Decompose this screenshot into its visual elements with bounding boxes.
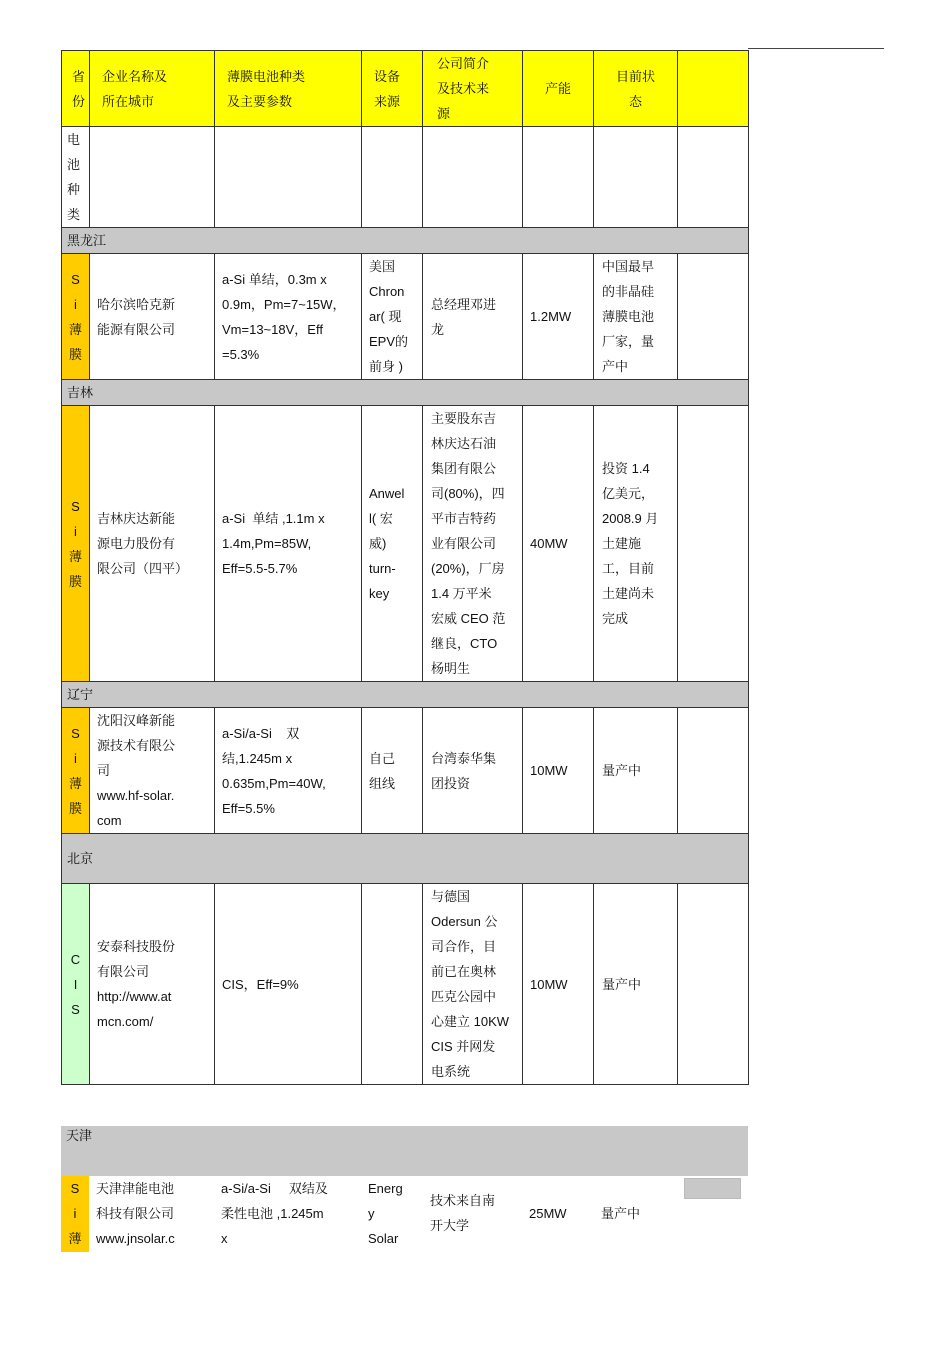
text-line: a-Si/a-Si 双 — [222, 725, 300, 741]
text-line: 厂家，量 — [602, 334, 655, 349]
text-line: 公司简介 — [437, 56, 490, 71]
text-line: 产中 — [602, 359, 629, 374]
text-line: 电 — [67, 132, 81, 147]
province-label: 北京 — [62, 834, 749, 884]
text-line: 中国最早 — [602, 259, 655, 274]
text-line: S — [70, 1181, 80, 1196]
text-line: 量产中 — [601, 1206, 641, 1221]
text-line: 司(80%)，四 — [431, 486, 505, 501]
text-line: 匹克公园中 — [431, 989, 497, 1004]
text-line: 0.9m，Pm=7~15W， — [222, 296, 346, 312]
text-line: 态 — [628, 93, 642, 109]
text-line: 工，目前 — [602, 561, 655, 576]
equipment-cell — [362, 884, 423, 1085]
intro-cell — [423, 708, 523, 834]
text-line: www.jnsolar.c — [96, 1231, 175, 1246]
battery-cell — [215, 254, 362, 380]
text-line: 吉林庆达新能 — [97, 511, 176, 526]
text-line: 1.4m,Pm=85W, — [222, 536, 312, 551]
status-cell — [594, 254, 678, 380]
text-line: 科技有限公司 — [96, 1206, 175, 1221]
capacity-cell: 10MW — [523, 708, 594, 834]
text-line: 源 — [437, 106, 451, 121]
header-row — [62, 51, 749, 127]
text-line: 团投资 — [431, 775, 471, 791]
text-line: 总经理邓进 — [431, 296, 497, 312]
text-line: 薄 — [68, 321, 82, 337]
text-line: key — [369, 586, 390, 601]
text-line: mcn.com/ — [97, 1014, 154, 1029]
intro-cell — [423, 406, 523, 682]
header-company — [90, 51, 215, 127]
text-line: i — [74, 750, 77, 766]
text-line: 开大学 — [430, 1218, 470, 1233]
text-line: http://www.at — [97, 989, 172, 1004]
battery-cell — [215, 406, 362, 682]
text-line: y — [368, 1206, 375, 1221]
category-cell — [62, 254, 90, 380]
text-line: 柔性电池 ,1.245m — [221, 1206, 324, 1221]
text-line: 安泰科技股份 — [97, 939, 176, 954]
text-line: 自己 — [369, 750, 396, 766]
company-cell — [89, 1176, 214, 1252]
province-label: 黑龙江 — [62, 228, 749, 254]
header-capacity: 产能 — [523, 51, 594, 127]
battery-cell — [215, 708, 362, 834]
text-line: com — [97, 813, 122, 828]
text-line: 膜 — [68, 346, 82, 362]
capacity-cell: 25MW — [529, 1206, 567, 1221]
capacity-cell: 1.2MW — [523, 254, 594, 380]
text-line: 薄膜电池 — [602, 309, 655, 324]
text-line: 主要股东吉 — [431, 411, 497, 426]
text-line: C — [70, 951, 81, 967]
province-row-tianjin — [61, 1126, 748, 1176]
status-cell — [593, 1176, 677, 1252]
equipment-cell — [362, 254, 423, 380]
text-line: Eff=5.5% — [222, 800, 275, 816]
text-line: 来源 — [374, 93, 401, 109]
text-line: 土建施 — [602, 536, 642, 551]
gray-box — [684, 1178, 741, 1199]
text-line: Energ — [368, 1181, 403, 1196]
text-line: 林庆达石油 — [431, 436, 497, 451]
province-label: 辽宁 — [62, 682, 749, 708]
text-line: (20%)，厂房 — [431, 561, 505, 576]
header-empty — [678, 51, 749, 127]
text-line: Vm=13~18V，Eff — [222, 321, 323, 337]
text-line: 集团有限公 — [431, 461, 497, 476]
text-line: 业有限公司 — [431, 536, 497, 551]
header-intro — [423, 51, 523, 127]
header-equipment — [362, 51, 423, 127]
text-line: x — [221, 1231, 228, 1246]
battery-cell — [215, 884, 362, 1085]
text-line: 龙 — [431, 321, 445, 337]
status-cell — [594, 406, 678, 682]
capacity-cell: 10MW — [523, 884, 594, 1085]
text-line: 能源有限公司 — [97, 321, 176, 337]
text-line: Eff=5.5-5.7% — [222, 561, 298, 576]
text-line: a-Si 单结，0.3m x — [222, 271, 327, 287]
header-battery — [215, 51, 362, 127]
text-line: 台湾泰华集 — [431, 750, 497, 766]
text-line: 薄 — [68, 548, 82, 564]
text-line: 平市吉特药 — [431, 511, 497, 526]
text-line: Odersun 公 — [431, 914, 498, 929]
category-cell — [61, 1176, 89, 1252]
text-line: 池 — [67, 157, 81, 172]
text-line: Solar — [368, 1231, 399, 1246]
status-cell — [594, 884, 678, 1085]
province-label: 天津 — [66, 1128, 93, 1143]
company-cell — [90, 708, 215, 834]
text-line: 司 — [97, 763, 111, 778]
text-line: 及技术来 — [437, 81, 490, 96]
text-line: 膜 — [68, 800, 82, 816]
text-line: l( 宏 — [369, 511, 393, 526]
text-line: 量产中 — [602, 763, 642, 778]
text-line: 1.4 万平米 — [431, 586, 492, 601]
tianjin-table — [61, 1176, 748, 1252]
text-line: Anwel — [369, 486, 405, 501]
text-line: 目前状 — [615, 68, 655, 84]
equipment-cell — [362, 708, 423, 834]
text-line: 美国 — [369, 259, 396, 274]
table-row — [62, 884, 749, 1085]
text-line: 前已在奥林 — [431, 964, 497, 979]
text-line: CIS，Eff=9% — [222, 976, 299, 992]
header-province — [62, 51, 90, 127]
text-line: 设备 — [374, 68, 401, 84]
text-line: 有限公司 — [97, 964, 150, 979]
text-line: 所在城市 — [102, 93, 155, 109]
text-line: 前身 ) — [369, 359, 403, 374]
top-rule — [748, 48, 884, 49]
equipment-cell — [362, 406, 423, 682]
intro-cell — [423, 884, 523, 1085]
text-line: 及主要参数 — [227, 93, 293, 109]
text-line: 完成 — [602, 611, 629, 626]
text-line: 2008.9 月 — [602, 511, 659, 526]
table-row — [62, 406, 749, 682]
text-line: 沈阳汉峰新能 — [97, 713, 176, 728]
battery-cell — [214, 1176, 361, 1252]
equipment-cell — [361, 1176, 422, 1252]
province-row-jilin — [62, 380, 749, 406]
category-cell — [62, 708, 90, 834]
text-line: EPV的 — [369, 334, 409, 349]
text-line: =5.3% — [222, 346, 260, 362]
status-cell — [594, 708, 678, 834]
text-line: a-Si/a-Si 双结及 — [221, 1181, 328, 1196]
text-line: Chron — [369, 284, 405, 299]
text-line: 亿美元， — [602, 486, 655, 501]
intro-cell — [423, 254, 523, 380]
company-cell — [90, 254, 215, 380]
company-cell — [90, 406, 215, 682]
text-line: CIS 并网发 — [431, 1039, 496, 1054]
text-line: 限公司（四平） — [97, 561, 189, 576]
table-row — [62, 708, 749, 834]
text-line: I — [73, 976, 78, 992]
text-line: S — [71, 1001, 80, 1017]
battery-type-row — [62, 127, 749, 228]
province-label: 吉林 — [62, 380, 749, 406]
text-line: 源技术有限公 — [97, 738, 176, 753]
text-line: 土建尚未 — [602, 586, 655, 601]
text-line: 杨明生 — [431, 661, 471, 676]
text-line: i — [74, 523, 77, 539]
text-line: 类 — [67, 207, 81, 222]
province-row-liaoning — [62, 682, 749, 708]
company-table — [61, 50, 749, 1085]
text-line: ar( 现 — [369, 309, 402, 324]
table-row — [61, 1176, 748, 1252]
text-line: S — [71, 725, 80, 741]
text-line: S — [71, 498, 80, 514]
header-status — [594, 51, 678, 127]
text-line: 哈尔滨哈克新 — [97, 296, 176, 312]
text-line: i — [73, 1206, 77, 1221]
text-line: 薄 — [68, 775, 82, 791]
text-line: 源电力股份有 — [97, 536, 176, 551]
company-cell — [90, 884, 215, 1085]
table-row — [62, 254, 749, 380]
battery-type-label — [62, 127, 90, 228]
category-cell — [62, 884, 90, 1085]
text-line: 的非晶硅 — [602, 284, 655, 299]
text-line: 天津津能电池 — [96, 1181, 175, 1196]
text-line: a-Si 单结 ,1.1m x — [222, 511, 325, 526]
text-line: 与德国 — [431, 889, 471, 904]
text-line: 结,1.245m x — [222, 750, 293, 766]
province-row-heilongjiang — [62, 228, 749, 254]
intro-cell — [422, 1176, 522, 1252]
text-line: 企业名称及 — [102, 68, 168, 84]
text-line: 薄 — [68, 1231, 82, 1246]
text-line: i — [74, 296, 77, 312]
text-line: 膜 — [68, 573, 82, 589]
text-line: 电系统 — [431, 1064, 471, 1079]
text-line: 量产中 — [602, 976, 642, 992]
text-line: 司合作，目 — [431, 939, 497, 954]
text-line: 组线 — [369, 775, 396, 791]
text-line: 心建立 10KW — [431, 1014, 510, 1029]
text-line: turn- — [369, 561, 396, 576]
capacity-cell: 40MW — [523, 406, 594, 682]
text-line: 0.635m,Pm=40W, — [222, 775, 326, 791]
tianjin-block — [61, 1126, 748, 1252]
text-line: 威) — [369, 536, 387, 551]
text-line: 技术来自南 — [430, 1193, 496, 1208]
text-line: 薄膜电池种类 — [227, 68, 306, 84]
category-cell — [62, 406, 90, 682]
text-line: 省 — [72, 68, 86, 84]
text-line: 投资 1.4 — [602, 461, 650, 476]
text-line: 种 — [67, 182, 81, 197]
text-line: 宏威 CEO 范 — [431, 611, 506, 626]
province-row-beijing — [62, 834, 749, 884]
text-line: 继良，CTO — [431, 636, 498, 651]
text-line: S — [71, 271, 80, 287]
text-line: 份 — [72, 93, 86, 109]
text-line: www.hf-solar. — [97, 788, 175, 803]
